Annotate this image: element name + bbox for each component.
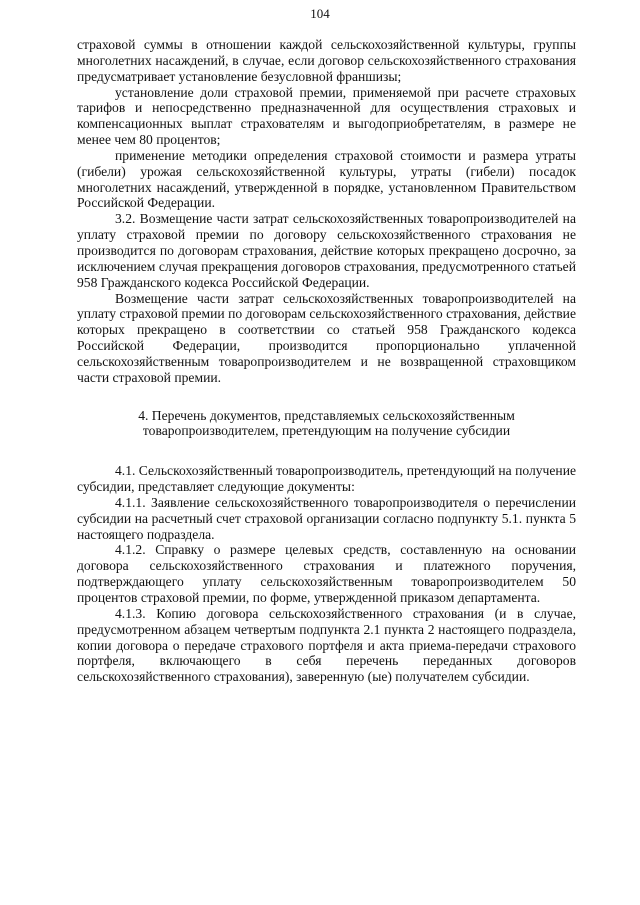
page-number: 104: [310, 6, 330, 21]
paragraph-4-1-3: 4.1.3. Копию договора сельскохозяйственного страхования (и в случае, предусмотренном абзацем четвертым подпункта 2.1 пункта 2 настоящего подраздела, копии договора о передаче страхового портфеля и акта приема-передачи страхового портфеля, включающего в себя перечень переданных договоров сельскохозяйственного страхования), заверенную (ые) получателем субсидии.: [77, 605, 576, 685]
document-body: [77, 37, 576, 685]
paragraph-compensation: Возмещение части затрат сельскохозяйственных товаропроизводителей на уплату страховой премии по договорам сельскохозяйственного страхования, действие которых прекращено в соответствии со статьей 958 Гражданского кодекса Российской Федерации, производится пропорционально уплаченной сельскохозяйственным товаропроизводителем и не возвращенной страховщиком части страховой премии.: [77, 290, 576, 385]
paragraph-4-1-2: 4.1.2. Справку о размере целевых средств, составленную на основании договора сельскохозяйственного страхования и платежного поручения, подтверждающего уплату сельскохозяйственным товаропроизводителем 50 процентов страховой премии, по форме, утвержденной приказом департамента.: [77, 542, 576, 605]
paragraph-methodology: применение методики определения страховой стоимости и размера утраты (гибели) урожая сельскохозяйственной культуры, утраты (гибели) посадок многолетних насаждений, утвержденной в порядке, установленном Правительством Российской Федерации.: [77, 147, 576, 211]
paragraph-3-2: 3.2. Возмещение части затрат сельскохозяйственных товаропроизводителей на уплату страховой премии по договору сельскохозяйственного страхования не производится по договорам страхования, действие которых прекращено досрочно, за исключением случая прекращения договоров страхования, предусмотренного статьей 958 Гражданского кодекса Российской Федерации.: [77, 211, 576, 290]
section-heading-4: 4. Перечень документов, представляемых сельскохозяйственным товаропроизводителем, претендующим на получение субсидии: [138, 407, 515, 439]
paragraph-4-1-1: 4.1.1. Заявление сельскохозяйственного товаропроизводителя о перечислении субсидии на расчетный счет страховой организации согласно подпункту 5.1. пункта 5 настоящего подраздела.: [77, 494, 576, 542]
paragraph-franchise: страховой суммы в отношении каждой сельскохозяйственной культуры, группы многолетних насаждений, в случае, если договор сельскохозяйственного страхования предусматривает установление безусловной франшизы;: [77, 37, 576, 84]
paragraph-premium-share: установление доли страховой премии, применяемой при расчете страховых тарифов и непосредственно предназначенной для осуществления страховых и компенсационных выплат страхователям и выгодоприобретателям, в размере не менее чем 80 процентов;: [77, 84, 576, 148]
paragraph-4-1: 4.1. Сельскохозяйственный товаропроизводитель, претендующий на получение субсидии, представляет следующие документы:: [77, 463, 577, 495]
